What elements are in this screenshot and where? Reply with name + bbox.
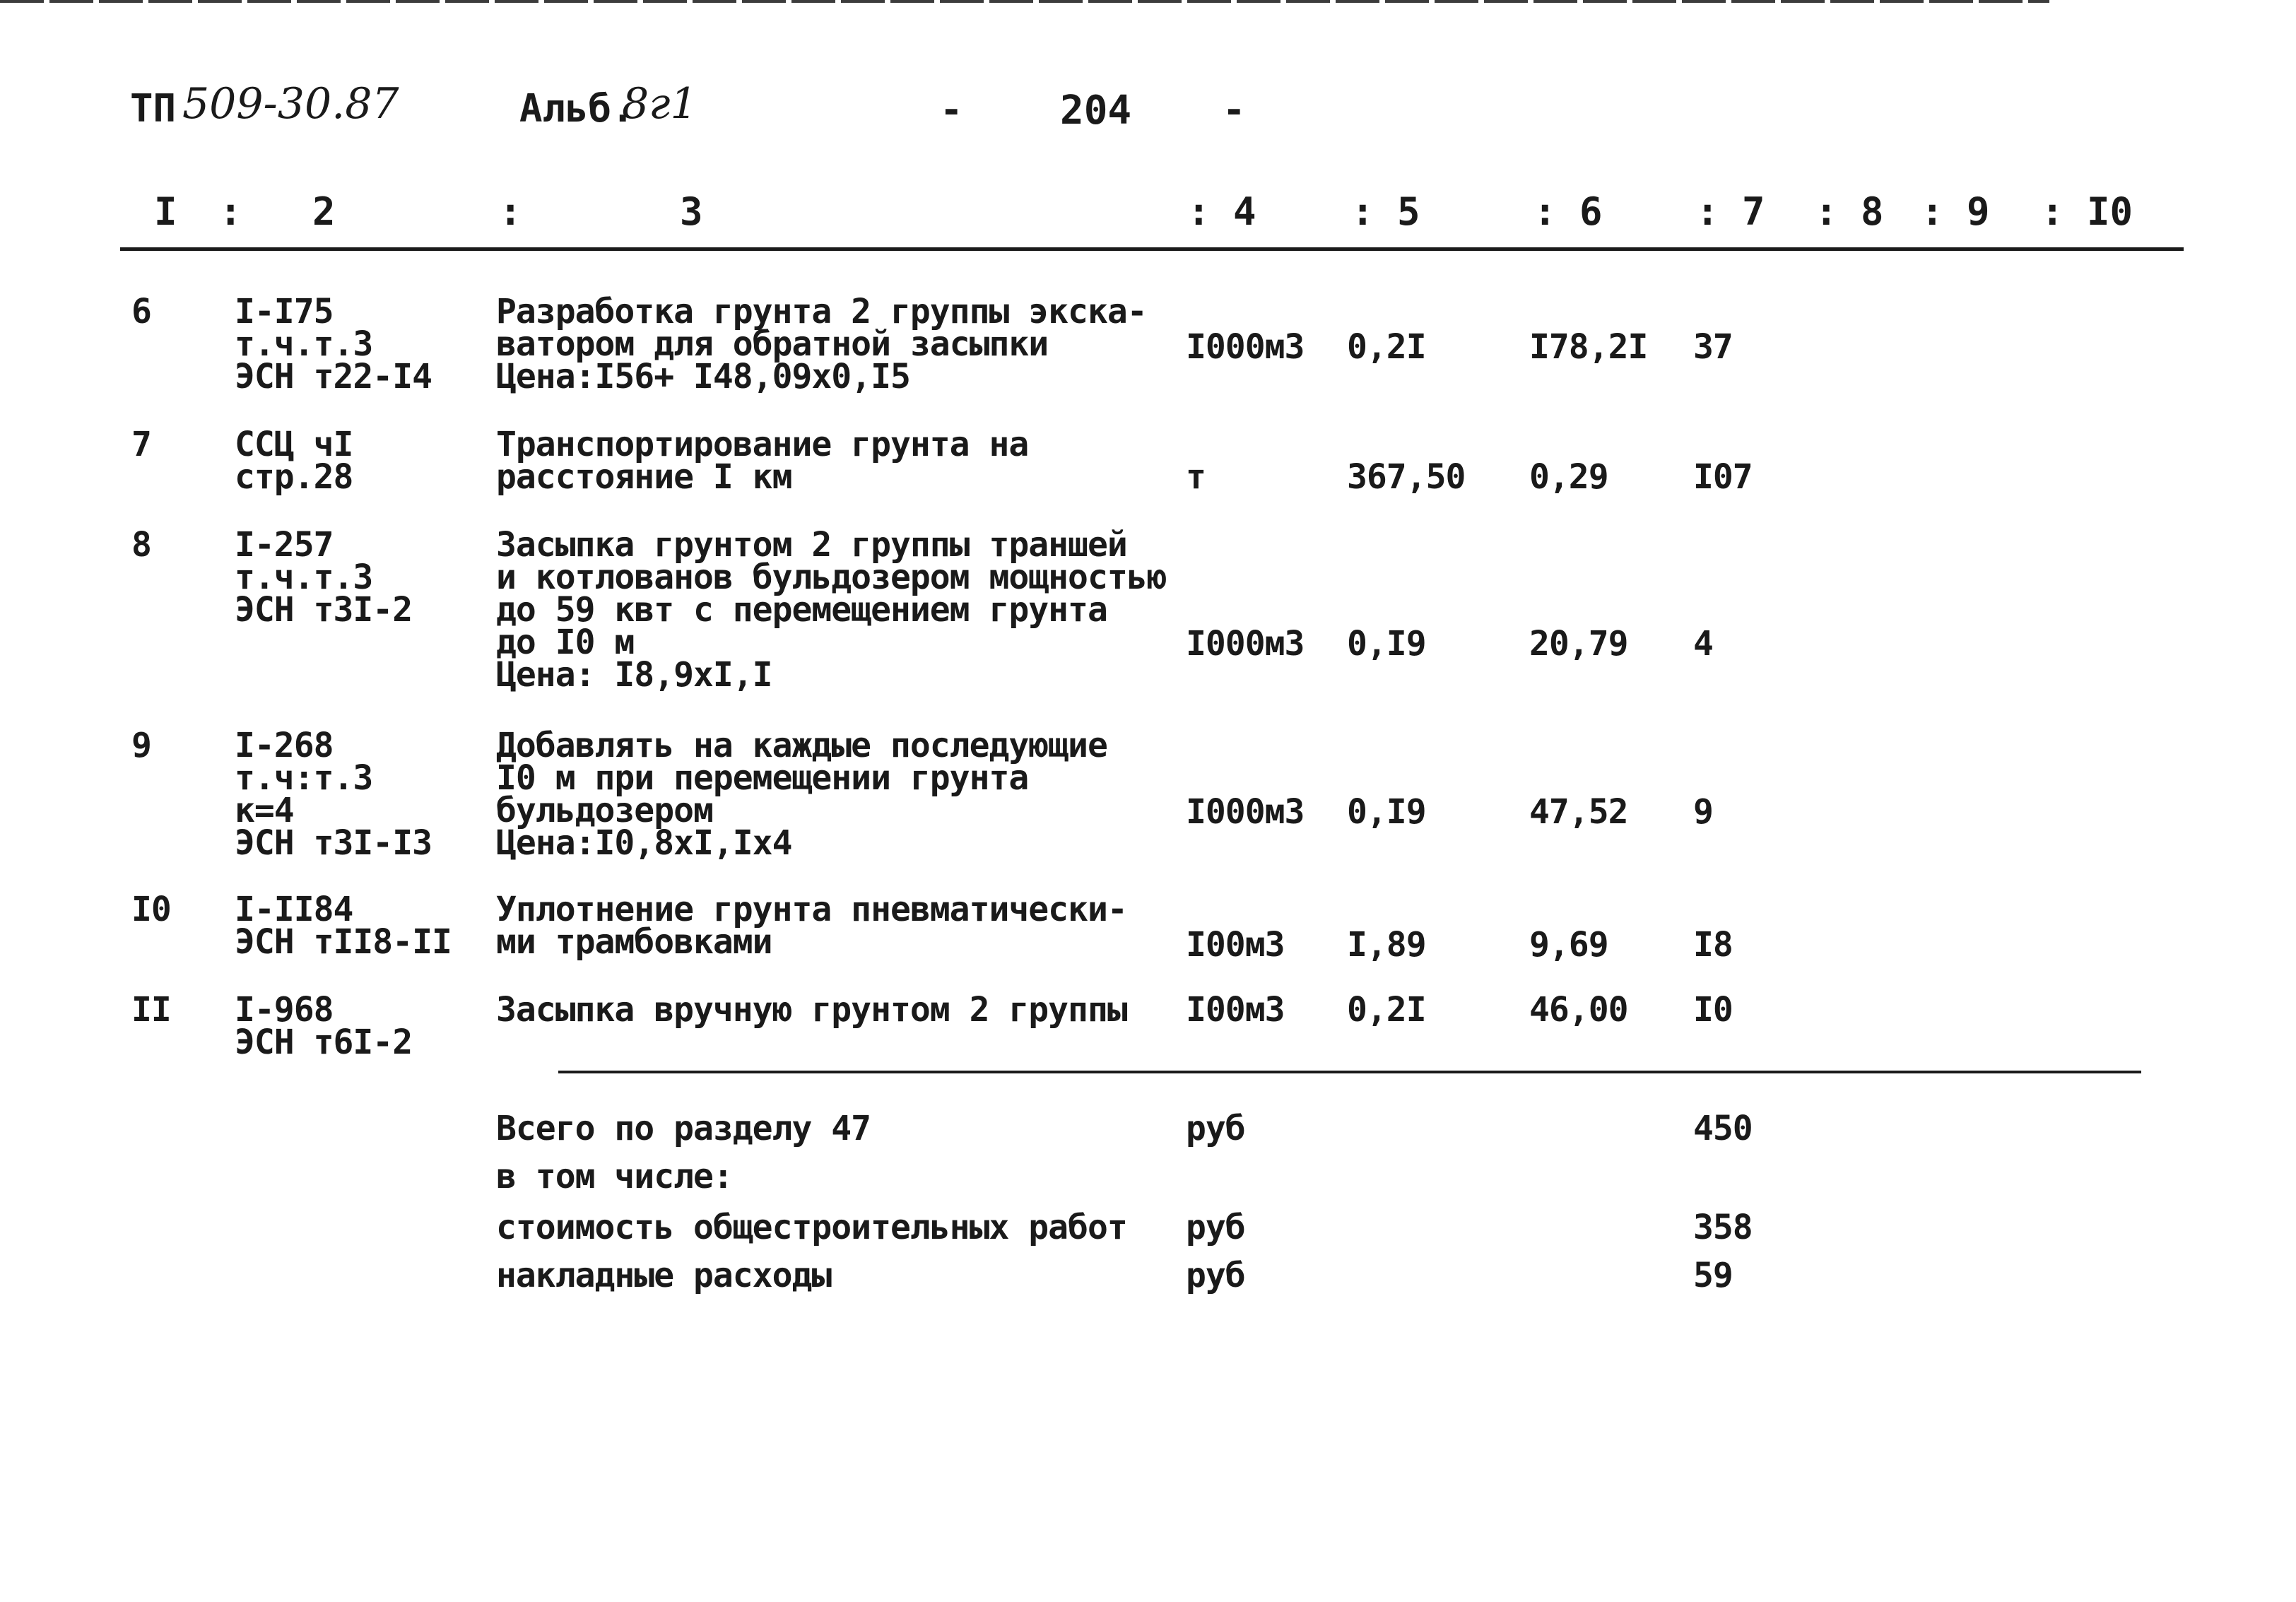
row-number: 9 xyxy=(131,726,151,765)
col-header-2: 2 xyxy=(312,189,336,234)
summary-value: 59 xyxy=(1693,1256,1733,1295)
description-line: Цена:I56+ I48,09х0,I5 xyxy=(496,357,910,396)
summary-value: 358 xyxy=(1693,1208,1753,1247)
doc-code-prefix: ТП xyxy=(130,86,177,131)
summary-value: 450 xyxy=(1693,1109,1753,1148)
col-header-10: : I0 xyxy=(2041,189,2133,234)
description-line: Уплотнение грунта пневматически- xyxy=(496,890,1127,929)
summary-label: накладные расходы xyxy=(496,1256,832,1295)
row-unit: I000м3 xyxy=(1186,624,1305,664)
row-quantity: 0,I9 xyxy=(1347,792,1426,832)
row-code xyxy=(235,292,432,396)
description-line: Цена: I8,9хI,I xyxy=(496,655,772,695)
code-line: ЭСН т3I-2 xyxy=(235,590,413,630)
row-description xyxy=(496,292,1147,396)
row-number: 7 xyxy=(131,425,151,464)
description-line: до 59 квт с перемещением грунта xyxy=(496,590,1107,630)
row-description xyxy=(496,726,1107,863)
summary-rule xyxy=(558,1071,2141,1073)
row-code xyxy=(235,890,452,962)
code-line: ЭСН т3I-I3 xyxy=(235,823,432,863)
code-line: I-268 xyxy=(235,726,334,765)
description-line: Добавлять на каждые последующие xyxy=(496,726,1107,765)
page-dash-left: - xyxy=(940,88,963,132)
row-code xyxy=(235,726,432,863)
album-number: 8г1 xyxy=(622,79,697,129)
row-unit: I000м3 xyxy=(1186,792,1305,832)
row-code xyxy=(235,425,353,497)
summary-label: Всего по разделу 47 xyxy=(496,1109,871,1148)
code-line: ЭСН т6I-2 xyxy=(235,1023,413,1062)
row-price: 46,00 xyxy=(1529,990,1628,1030)
row-price: 20,79 xyxy=(1529,624,1628,664)
code-line: т.ч:т.3 xyxy=(235,758,373,798)
row-unit: I00м3 xyxy=(1186,925,1285,965)
code-line: I-968 xyxy=(235,990,334,1030)
col-header-5: : 5 xyxy=(1351,189,1420,234)
code-line: т.ч.т.3 xyxy=(235,558,373,597)
row-number: II xyxy=(131,990,171,1030)
page-number: 204 xyxy=(1060,88,1132,134)
description-line: расстояние I км xyxy=(496,457,792,497)
code-line: стр.28 xyxy=(235,457,353,497)
row-number: 8 xyxy=(131,525,151,565)
description-line: Цена:I0,8хI,Iх4 xyxy=(496,823,792,863)
row-total: I8 xyxy=(1693,925,1733,965)
code-line: ССЦ чI xyxy=(235,425,353,464)
row-description xyxy=(496,425,1029,497)
description-line: Засыпка вручную грунтом 2 группы xyxy=(496,990,1127,1030)
code-line: к=4 xyxy=(235,791,294,830)
col-header-1: I xyxy=(154,189,177,234)
row-number: 6 xyxy=(131,292,151,331)
code-line: I-II84 xyxy=(235,890,353,929)
col-header-sep: : xyxy=(219,189,242,234)
description-line: бульдозером xyxy=(496,791,713,830)
summary-unit: руб xyxy=(1186,1208,1245,1247)
row-quantity: 0,2I xyxy=(1347,990,1426,1030)
row-total: I07 xyxy=(1693,457,1753,497)
header-rule xyxy=(0,0,2049,3)
row-quantity: I,89 xyxy=(1347,925,1426,965)
description-line: Засыпка грунтом 2 группы траншей xyxy=(496,525,1127,565)
description-line: I0 м при перемещении грунта xyxy=(496,758,1029,798)
album-prefix: Альб. xyxy=(519,86,635,131)
description-line: ми трамбовками xyxy=(496,922,772,962)
col-header-7: : 7 xyxy=(1696,189,1765,234)
row-unit: I000м3 xyxy=(1186,327,1305,367)
row-price: I78,2I xyxy=(1529,327,1648,367)
code-line: ЭСН т22-I4 xyxy=(235,357,432,396)
row-price: 0,29 xyxy=(1529,457,1608,497)
column-header-rule xyxy=(120,247,2184,251)
description-line: и котлованов бульдозером мощностью xyxy=(496,558,1167,597)
page-dash-right: - xyxy=(1223,88,1246,132)
row-price: 9,69 xyxy=(1529,925,1608,965)
row-description xyxy=(496,990,1127,1030)
row-quantity: 367,50 xyxy=(1347,457,1466,497)
row-description xyxy=(496,525,1167,695)
description-line: Разработка грунта 2 группы экска- xyxy=(496,292,1147,331)
row-unit: I00м3 xyxy=(1186,990,1285,1030)
summary-unit: руб xyxy=(1186,1109,1245,1148)
col-header-4: : 4 xyxy=(1187,189,1256,234)
row-total: 9 xyxy=(1693,792,1713,832)
row-quantity: 0,2I xyxy=(1347,327,1426,367)
col-header-8: : 8 xyxy=(1815,189,1884,234)
summary-label: стоимость общестроительных работ xyxy=(496,1208,1127,1247)
row-code xyxy=(235,525,413,630)
row-total: I0 xyxy=(1693,990,1733,1030)
code-line: I-257 xyxy=(235,525,334,565)
summary-unit: руб xyxy=(1186,1256,1245,1295)
row-code xyxy=(235,990,413,1062)
row-quantity: 0,I9 xyxy=(1347,624,1426,664)
description-line: до I0 м xyxy=(496,623,635,662)
doc-code-number: 509-30.87 xyxy=(182,79,399,129)
col-header-6: : 6 xyxy=(1533,189,1603,234)
row-total: 4 xyxy=(1693,624,1713,664)
row-total: 37 xyxy=(1693,327,1733,367)
description-line: Транспортирование грунта на xyxy=(496,425,1029,464)
code-line: I-I75 xyxy=(235,292,334,331)
row-description xyxy=(496,890,1127,962)
summary-label: в том числе: xyxy=(496,1157,733,1196)
row-unit: т xyxy=(1186,457,1206,497)
row-number: I0 xyxy=(131,890,171,929)
col-header-9: : 9 xyxy=(1921,189,1990,234)
row-price: 47,52 xyxy=(1529,792,1628,832)
code-line: т.ч.т.3 xyxy=(235,324,373,364)
col-header-sep: : xyxy=(499,189,522,234)
description-line: ватором для обратной засыпки xyxy=(496,324,1049,364)
col-header-3: 3 xyxy=(680,189,703,234)
code-line: ЭСН тII8-II xyxy=(235,922,452,962)
